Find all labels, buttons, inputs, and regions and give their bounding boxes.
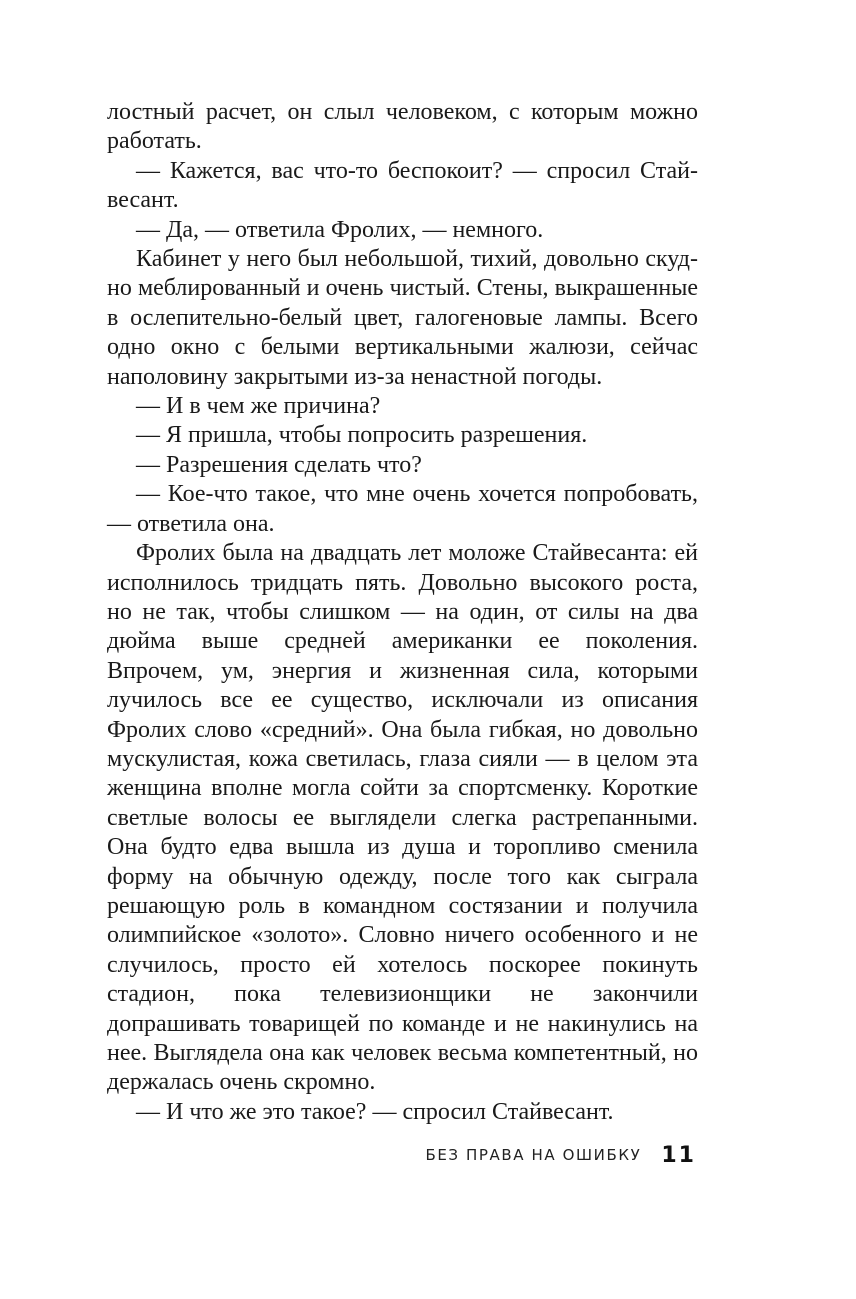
dialogue-line: — Да, — ответила Фролих, — немного. xyxy=(136,216,544,243)
paragraph: Фролих была на двадцать лет моложе Стайвесанта: ей исполнилось тридцать пять. Довольно высокого роста, но не так, чтобы слишком — на один, от силы на два дюйма выше средней американки ее поколения. Впрочем, ум, энергия и жизненная сила, которыми лучилось все ее существо, исключали из описания Фролих слово «средний». Она была гибкая, но довольно мускулистая, кожа светилась, глаза сияли — в целом эта женщина вполне могла сойти за спортсменку. Короткие светлые волосы ее выглядели слегка растрепанными. Она будто едва вышла из душа и торопливо сменила форму на обычную одежду, после того как сыграла решающую роль в командном состязании и получила олимпийское «золото». Словно ничего особенного и не случилось, просто ей хотелось поскорее покинуть стадион, пока телевизионщики не закончили допрашивать товарищей по команде и не накинулись на нее. Выглядела она как человек весьма компетентный, но держалась очень скромно. xyxy=(107,540,698,1096)
dialogue-line: — И в чем же причина? xyxy=(136,393,381,420)
page-body-text xyxy=(107,98,698,1127)
running-footer xyxy=(400,1138,696,1172)
paragraph: Кабинет у него был небольшой, тихий, довольно скудно меблированный и очень чистый. Стены, выкрашенные в ослепительно-белый цвет, галогеновые лампы. Всего одно окно с белыми вертикальными жалюзи, сейчас наполовину закрытыми из-за ненастной погоды. xyxy=(107,246,698,390)
paragraph: лостный расчет, он слыл человеком, с которым можно работать. xyxy=(107,99,698,155)
running-title: БЕЗ ПРАВА НА ОШИБКУ xyxy=(425,1146,642,1164)
dialogue-line: — И что же это такое? — спросил Стайвесант. xyxy=(136,1098,614,1125)
dialogue-line: — Разрешения сделать что? xyxy=(136,451,422,478)
dialogue-line: — Кое-что такое, что мне очень хочется попробовать, — ответила она. xyxy=(107,481,698,537)
page-number: 11 xyxy=(661,1142,696,1168)
dialogue-line: — Кажется, вас что-то беспокоит? — спросил Стайвесант. xyxy=(107,157,698,214)
dialogue-line: — Я пришла, чтобы попросить разрешения. xyxy=(136,422,588,449)
